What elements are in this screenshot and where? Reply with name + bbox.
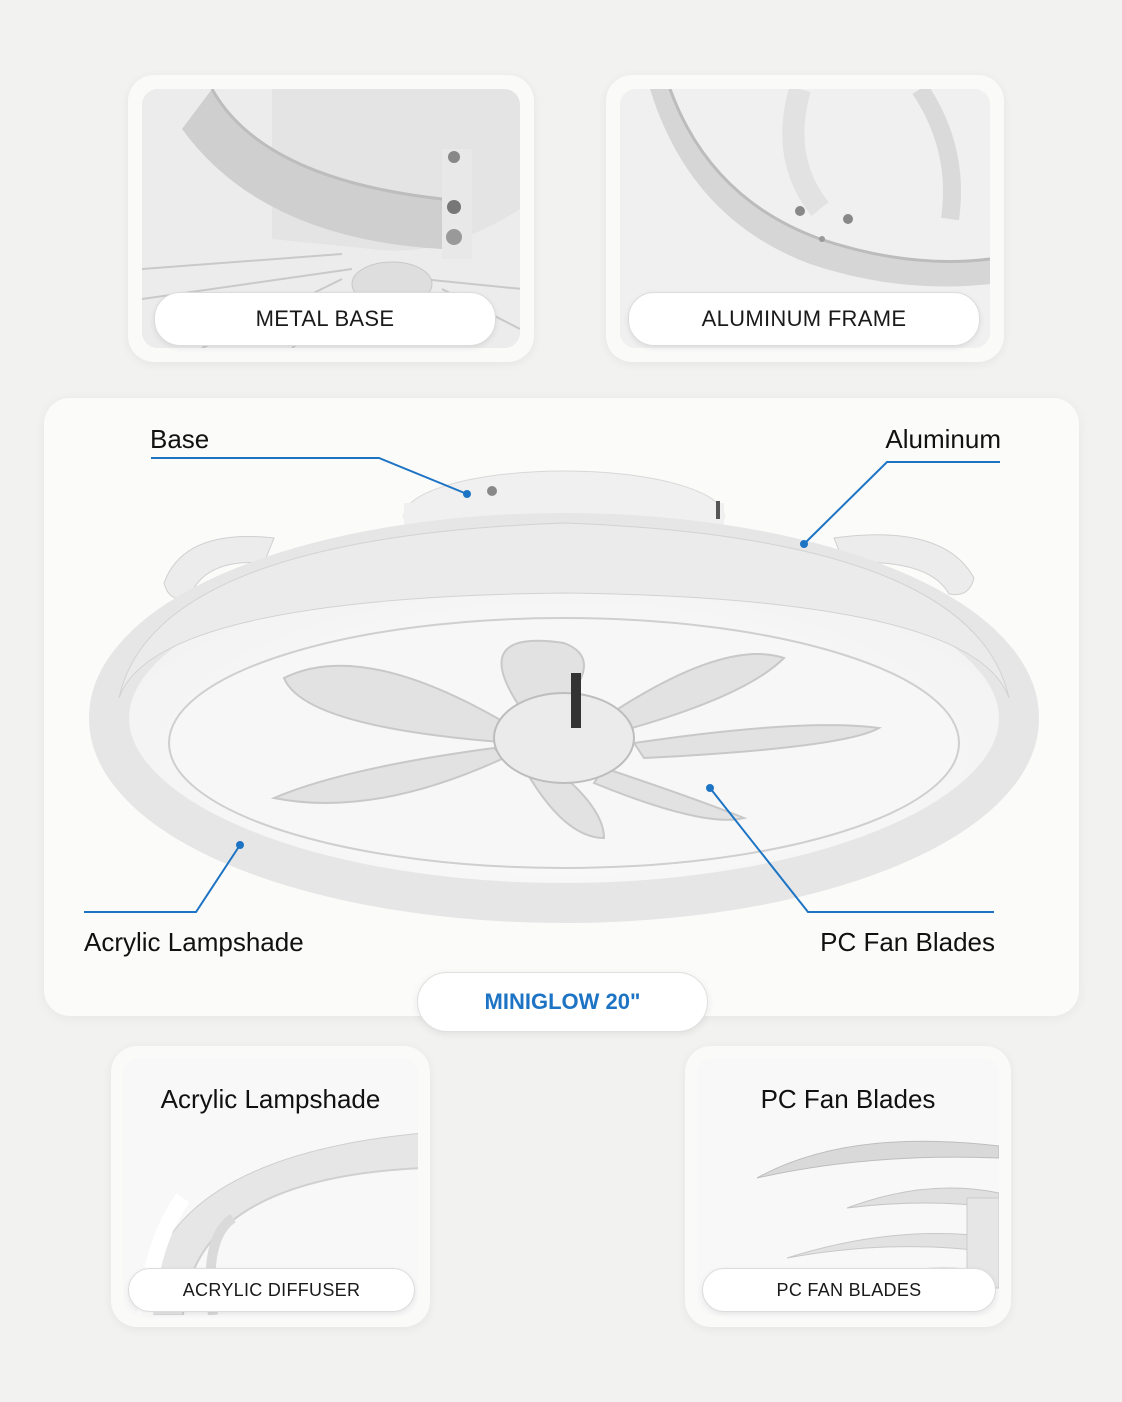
pc-fan-blades-title: PC Fan Blades xyxy=(760,1084,936,1114)
metal-base-caption-text: METAL BASE xyxy=(255,306,395,331)
acrylic-diffuser-caption xyxy=(128,1268,415,1312)
acrylic-lampshade-title: Acrylic Lampshade xyxy=(160,1084,381,1114)
aluminum-frame-card xyxy=(606,75,1004,362)
callout-aluminum: Aluminum xyxy=(885,424,1001,454)
aluminum-frame-caption-text: ALUMINUM FRAME xyxy=(701,306,907,331)
acrylic-diffuser-caption-text: ACRYLIC DIFFUSER xyxy=(182,1279,361,1300)
callout-base: Base xyxy=(150,424,210,454)
main-product-card xyxy=(44,398,1079,1016)
metal-base-card xyxy=(128,75,534,362)
pc-fan-blades-caption-text: PC FAN BLADES xyxy=(776,1279,922,1300)
model-name-badge xyxy=(417,972,708,1032)
pc-fan-blades-caption xyxy=(702,1268,996,1312)
fan-illustration xyxy=(44,398,1079,1016)
aluminum-frame-caption xyxy=(628,292,980,346)
callout-pc-fan-blades: PC Fan Blades xyxy=(820,927,995,957)
acrylic-lampshade-card xyxy=(111,1046,430,1327)
model-name-text: MINIGLOW 20" xyxy=(484,989,641,1014)
pc-fan-blades-card xyxy=(685,1046,1011,1327)
callout-acrylic-lampshade: Acrylic Lampshade xyxy=(84,927,304,957)
metal-base-caption xyxy=(154,292,496,346)
